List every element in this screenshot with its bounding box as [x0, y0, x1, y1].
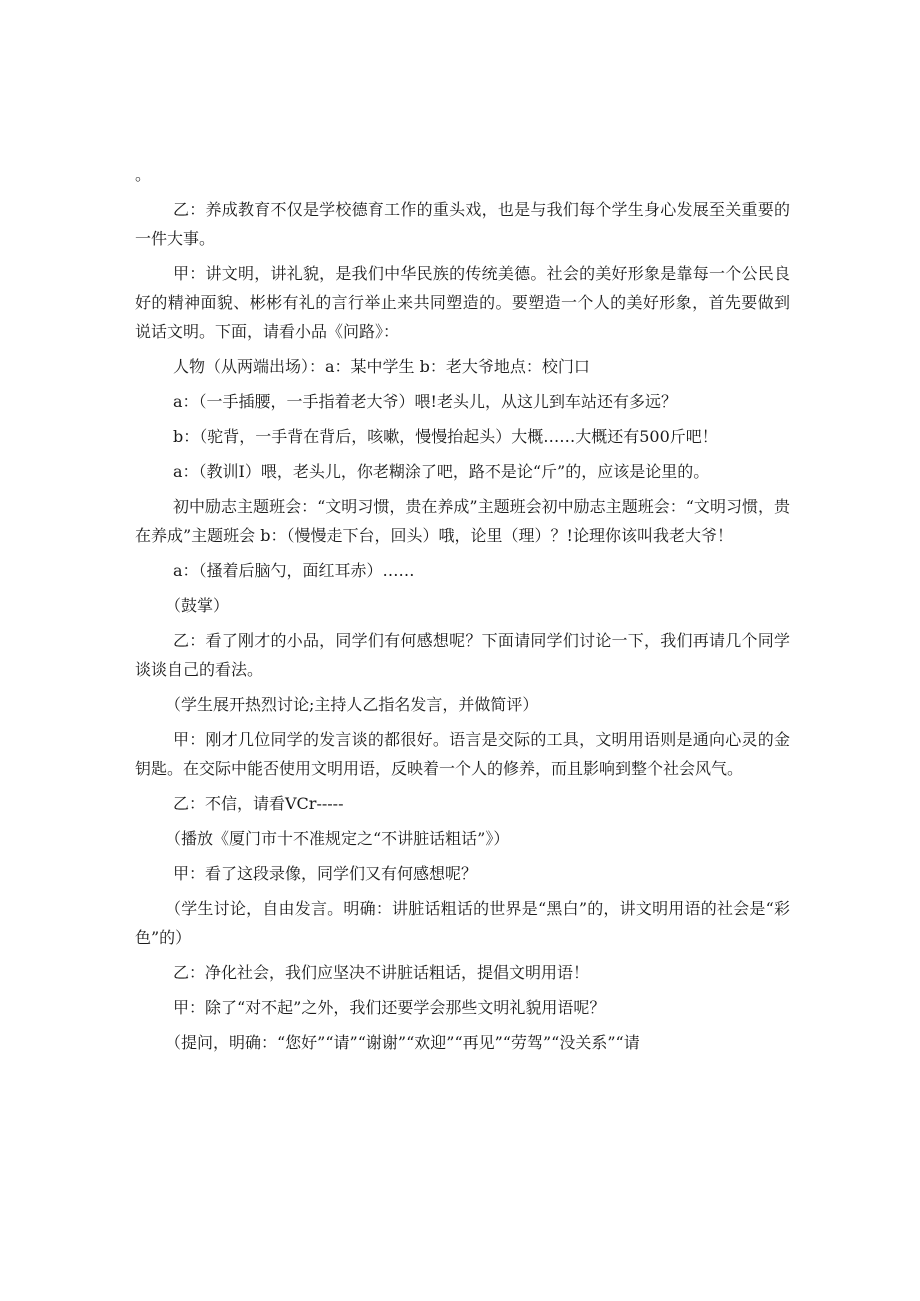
- paragraph-3: 人物（从两端出场）：a：某中学生 b：老大爷地点：校门口: [173, 357, 590, 376]
- paragraph-11: （学生展开热烈讨论;主持人乙指名发言，并做简评）: [165, 695, 539, 714]
- paragraph-10: 乙：看了刚才的小品，同学们有何感想呢？下面请同学们讨论一下，我们再请几个同学谈谈自己的看法。: [135, 631, 790, 679]
- paragraph-13: 乙：不信，请看VCr-----: [173, 794, 344, 813]
- paragraph-0: 。: [135, 165, 152, 184]
- paragraph-6: a：（教训I）喂，老头儿，你老糊涂了吧，路不是论“斤”的，应该是论里的。: [173, 462, 710, 481]
- paragraph-7: 初中励志主题班会：“文明习惯，贵在养成”主题班会初中励志主题班会：“文明习惯，贵在养成”主题班会 b：（慢慢走下台，回头）哦，论里（理）？!论理你该叫我老大爷！: [135, 497, 790, 545]
- paragraph-5: b：（驼背，一手背在背后，咳嗽，慢慢抬起头）大概……大概还有500斤吧！: [173, 427, 718, 446]
- document-page: [135, 160, 790, 1063]
- paragraph-9: （鼓掌）: [165, 596, 230, 615]
- paragraph-16: （学生讨论，自由发言。明确：讲脏话粗话的世界是“黑白”的，讲文明用语的社会是“彩色”的）: [135, 899, 790, 947]
- paragraph-12: 甲：刚才几位同学的发言谈的都很好。语言是交际的工具，文明用语则是通向心灵的金钥匙。在交际中能否使用文明用语，反映着一个人的修养，而且影响到整个社会风气。: [135, 730, 790, 778]
- paragraph-4: a：（一手插腰，一手指着老大爷）喂!老头儿，从这儿到车站还有多远？: [173, 392, 677, 411]
- paragraph-18: 甲：除了“对不起”之外，我们还要学会那些文明礼貌用语呢？: [173, 998, 606, 1017]
- paragraph-14: （播放《厦门市十不准规定之“不讲脏话粗话”》）: [165, 829, 510, 848]
- paragraph-1: 乙：养成教育不仅是学校德育工作的重头戏，也是与我们每个学生身心发展至关重要的一件大事。: [135, 200, 790, 248]
- paragraph-2: 甲：讲文明，讲礼貌，是我们中华民族的传统美德。社会的美好形象是靠每一个公民良好的精神面貌、彬彬有礼的言行举止来共同塑造的。要塑造一个人的美好形象，首先要做到说话文明。下面，请看小品《问路》：: [135, 264, 790, 341]
- paragraph-8: a：（搔着后脑勺，面红耳赤）……: [173, 561, 415, 580]
- paragraph-15: 甲：看了这段录像，同学们又有何感想呢？: [173, 864, 478, 883]
- paragraph-19: （提问，明确：“您好”“请”“谢谢”“欢迎”“再见”“劳驾”“没关系”“请: [165, 1033, 640, 1052]
- paragraph-17: 乙：净化社会，我们应坚决不讲脏话粗话，提倡文明用语！: [173, 963, 590, 982]
